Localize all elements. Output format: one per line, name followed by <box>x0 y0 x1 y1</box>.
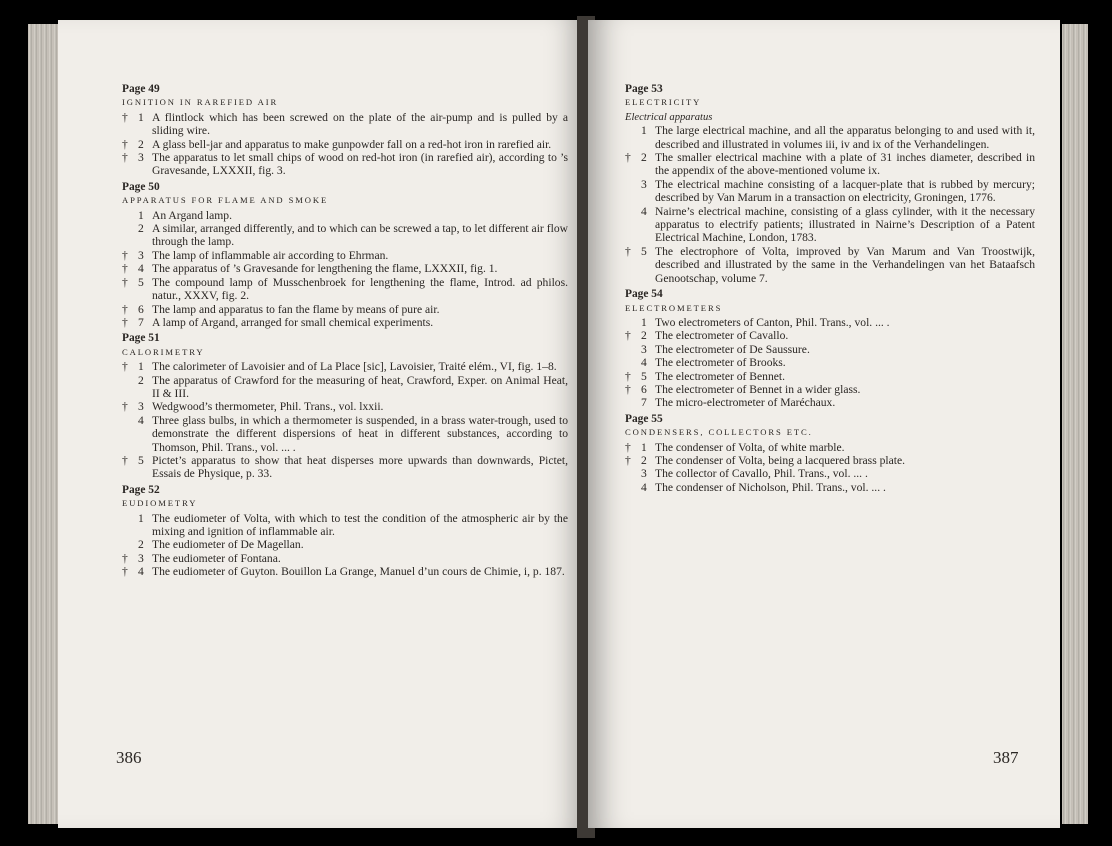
catalog-entry <box>625 441 1035 454</box>
catalog-entry <box>625 124 1035 151</box>
catalog-entry <box>625 245 1035 285</box>
catalog-section <box>122 83 568 178</box>
dagger-mark: † <box>122 137 128 151</box>
catalog-entry <box>625 356 1035 369</box>
left-page-number: 386 <box>116 748 142 767</box>
section-subtitle: CALORIMETRY <box>122 346 205 357</box>
dagger-mark: † <box>625 453 631 467</box>
catalog-section <box>122 332 568 480</box>
entry-text: A lamp of Argand, arranged for small chemical experiments. <box>152 315 434 329</box>
dagger-mark: † <box>122 315 128 329</box>
entry-number: 1 <box>641 315 647 329</box>
dagger-mark: † <box>625 369 631 383</box>
entry-number: 2 <box>138 222 144 236</box>
entry-number: 1 <box>138 511 144 525</box>
section-title: Page 55 <box>625 412 663 425</box>
entry-number: 3 <box>138 551 144 565</box>
entry-text: A flintlock which has been screwed on the plate of the air-pump and is pulled by a sliding wire. <box>152 110 568 138</box>
catalog-entry <box>122 400 568 413</box>
section-subtitle: ELECTRICITY <box>625 97 702 108</box>
catalog-entry <box>625 454 1035 467</box>
page-edges-right <box>1062 24 1088 824</box>
entry-number: 3 <box>138 151 144 165</box>
entry-text: Three glass bulbs, in which a thermometer is suspended, in a brass water-trough, used to demonstrate the different dispersions of heat in different substances, according to Thomson, Phil. Trans., vol. ... . <box>152 413 568 454</box>
entry-text: The electrometer of Bennet. <box>655 369 786 383</box>
entry-text: An Argand lamp. <box>152 208 232 222</box>
dagger-mark: † <box>122 151 128 165</box>
catalog-entry <box>122 414 568 454</box>
right-page <box>588 20 1060 828</box>
catalog-entry <box>122 249 568 262</box>
entry-text: The calorimeter of Lavoisier and of La Place [sic], Lavoisier, Traité elém., VI, fig. 1–8. <box>152 360 557 374</box>
entry-number: 5 <box>641 369 647 383</box>
entry-text: The eudiometer of Fontana. <box>152 551 281 565</box>
entry-number: 1 <box>138 360 144 374</box>
entry-text: The apparatus of Crawford for the measuring of heat, Crawford, Exper. on Animal Heat, II & III. <box>152 373 568 400</box>
entry-number: 4 <box>641 480 647 494</box>
catalog-entry <box>625 205 1035 245</box>
catalog-entry <box>625 370 1035 383</box>
catalog-section <box>625 413 1035 494</box>
entry-text: Two electrometers of Canton, Phil. Trans., vol. ... . <box>655 315 890 329</box>
section-subtitle: CONDENSERS, COLLECTORS ETC. <box>625 427 813 438</box>
entry-text: The collector of Cavallo, Phil. Trans., vol. ... . <box>655 467 868 481</box>
entry-number: 4 <box>641 204 647 218</box>
catalog-entry <box>122 512 568 539</box>
section-title: Page 54 <box>625 288 663 301</box>
catalog-entry <box>122 151 568 178</box>
section-subtitle: EUDIOMETRY <box>122 498 198 509</box>
section-subtitle: IGNITION IN RAREFIED AIR <box>122 97 279 108</box>
catalog-entry <box>122 209 568 222</box>
entry-text: The condenser of Volta, being a lacquered brass plate. <box>655 453 906 467</box>
catalog-entry <box>625 316 1035 329</box>
dagger-mark: † <box>625 440 631 454</box>
catalog-entry <box>122 374 568 401</box>
entry-text: The condenser of Nicholson, Phil. Trans., vol. ... . <box>655 480 886 494</box>
catalog-section <box>122 484 568 579</box>
catalog-entry <box>122 303 568 316</box>
entry-number: 2 <box>641 151 647 165</box>
entry-number: 4 <box>138 262 144 276</box>
dagger-mark: † <box>122 302 128 316</box>
entry-number: 1 <box>138 208 144 222</box>
entry-text: The lamp of inflammable air according to Ehrman. <box>152 248 389 262</box>
catalog-entry <box>625 467 1035 480</box>
entry-text: The electrometer of Cavallo. <box>655 329 789 343</box>
catalog-entry <box>122 111 568 138</box>
entry-text: A similar, arranged differently, and to which can be screwed a tap, to let different air flow through the lamp. <box>152 222 568 249</box>
entry-text: The eudiometer of Guyton. Bouillon La Grange, Manuel d’un cours de Chimie, i, p. 187. <box>152 565 565 579</box>
entry-number: 3 <box>641 177 647 191</box>
entry-number: 5 <box>138 453 144 467</box>
dagger-mark: † <box>122 453 128 467</box>
section-subtitle: ELECTROMETERS <box>625 302 723 313</box>
entry-text: The apparatus to let small chips of wood on red-hot iron (in rarefied air), according to ’s Gravesande, LXXXII, fig. 3. <box>152 151 568 178</box>
catalog-entry <box>122 138 568 151</box>
dagger-mark: † <box>122 275 128 289</box>
entry-number: 4 <box>641 356 647 370</box>
entry-number: 3 <box>641 467 647 481</box>
catalog-entry <box>122 262 568 275</box>
entry-text: The electrometer of Bennet in a wider glass. <box>655 382 861 396</box>
entry-text: The large electrical machine, and all the apparatus belonging to and used with it, described and illustrated in volumes iii, iv and ix of the Verhandelingen. <box>655 124 1035 151</box>
entry-number: 5 <box>138 275 144 289</box>
entry-text: The micro-electrometer of Maréchaux. <box>655 396 836 410</box>
entry-text: The electrometer of Brooks. <box>655 356 786 370</box>
catalog-entry <box>625 151 1035 178</box>
entry-text: Wedgwood’s thermometer, Phil. Trans., vol. lxxii. <box>152 400 384 414</box>
entry-text: The smaller electrical machine with a plate of 31 inches diameter, described in the appendix of the above-mentioned volume ix. <box>655 151 1035 178</box>
dagger-mark: † <box>122 360 128 374</box>
section-title: Page 53 <box>625 83 663 95</box>
catalog-section <box>625 288 1035 410</box>
dagger-mark: † <box>625 151 631 165</box>
dagger-mark: † <box>625 244 631 258</box>
catalog-section <box>625 83 1035 285</box>
entry-text: Pictet’s apparatus to show that heat disperses more upwards than downwards, Pictet, Essais de Physique, p. 33. <box>152 453 568 481</box>
entry-text: The eudiometer of De Magellan. <box>152 538 304 552</box>
catalog-entry <box>122 538 568 551</box>
entry-number: 7 <box>641 396 647 410</box>
entry-number: 2 <box>641 329 647 343</box>
entry-text: The compound lamp of Musschenbroek for lengthening the flame, Introd. ad philos. natur., XXXV, fig. 2. <box>152 275 568 303</box>
section-title: Page 49 <box>122 83 160 95</box>
entry-text: The electrical machine consisting of a lacquer-plate that is rubbed by mercury; described by Van Marum in a transaction on electricity, Groningen, 1776. <box>655 177 1035 205</box>
entry-number: 3 <box>138 400 144 414</box>
section-title: Page 51 <box>122 332 160 345</box>
dagger-mark: † <box>625 382 631 396</box>
entry-number: 6 <box>641 382 647 396</box>
entry-number: 1 <box>641 124 647 138</box>
section-title: Page 52 <box>122 483 160 496</box>
section-title: Page 50 <box>122 180 160 193</box>
dagger-mark: † <box>625 329 631 343</box>
entry-number: 2 <box>138 538 144 552</box>
right-page-content <box>625 80 1035 494</box>
catalog-entry <box>625 178 1035 205</box>
entry-text: Nairne’s electrical machine, consisting of a glass cylinder, with it the necessary apparatus to electrify patients; illustrated in Nairne’s Description of a Patent Electrical Machine, London, 1783. <box>655 204 1035 245</box>
entry-number: 4 <box>138 413 144 427</box>
section-note: Electrical apparatus <box>625 111 713 123</box>
left-page-content <box>122 80 568 579</box>
entry-number: 4 <box>138 565 144 579</box>
right-page-number: 387 <box>993 748 1019 767</box>
dagger-mark: † <box>122 551 128 565</box>
entry-number: 2 <box>641 453 647 467</box>
entry-number: 6 <box>138 302 144 316</box>
catalog-entry <box>625 481 1035 494</box>
catalog-entry <box>122 454 568 481</box>
entry-number: 7 <box>138 315 144 329</box>
dagger-mark: † <box>122 248 128 262</box>
dagger-mark: † <box>122 262 128 276</box>
catalog-entry <box>122 552 568 565</box>
dagger-mark: † <box>122 400 128 414</box>
entry-text: The electrophore of Volta, improved by Van Marum and Van Troostwijk, described and illustrated by the same in the Verhandelingen van het Bataafsch Genootschap, volume 7. <box>655 244 1035 285</box>
entry-text: A glass bell-jar and apparatus to make gunpowder fall on a red-hot iron in rarefied air. <box>152 137 552 151</box>
catalog-entry <box>625 343 1035 356</box>
entry-number: 2 <box>138 137 144 151</box>
entry-number: 2 <box>138 373 144 387</box>
catalog-entry <box>625 396 1035 409</box>
dagger-mark: † <box>122 565 128 579</box>
left-page <box>58 20 586 828</box>
open-book <box>28 16 1088 838</box>
catalog-entry <box>122 316 568 329</box>
entry-number: 1 <box>641 440 647 454</box>
entry-number: 3 <box>641 342 647 356</box>
catalog-entry <box>625 329 1035 342</box>
entry-text: The apparatus of ’s Gravesande for lengthening the flame, LXXXII, fig. 1. <box>152 262 498 276</box>
entry-text: The electrometer of De Saussure. <box>655 342 810 356</box>
catalog-entry <box>122 360 568 373</box>
section-subtitle: APPARATUS FOR FLAME AND SMOKE <box>122 195 329 206</box>
entry-number: 5 <box>641 244 647 258</box>
entry-text: The condenser of Volta, of white marble. <box>655 440 845 454</box>
entry-text: The eudiometer of Volta, with which to test the condition of the atmospheric air by the mixing and ignition of inflammable air. <box>152 511 568 538</box>
catalog-entry <box>122 276 568 303</box>
catalog-section <box>122 181 568 329</box>
dagger-mark: † <box>122 110 128 124</box>
entry-number: 3 <box>138 248 144 262</box>
catalog-entry <box>122 222 568 249</box>
catalog-entry <box>122 565 568 578</box>
entry-number: 1 <box>138 110 144 124</box>
catalog-entry <box>625 383 1035 396</box>
entry-text: The lamp and apparatus to fan the flame by means of pure air. <box>152 302 440 316</box>
